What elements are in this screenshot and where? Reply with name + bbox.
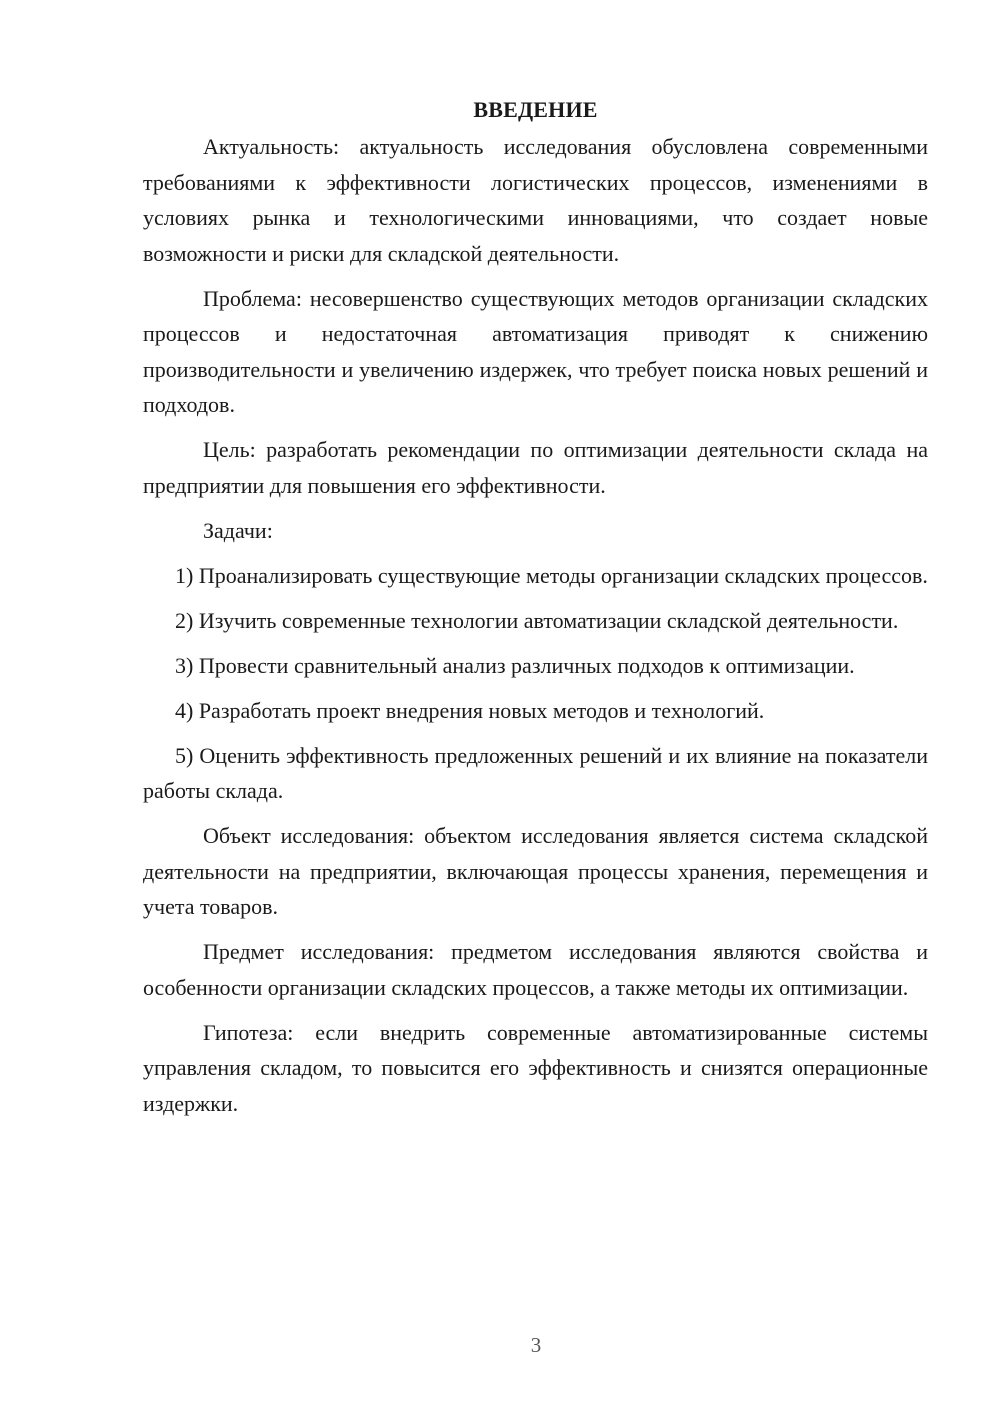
paragraph-subject: Предмет исследования: предметом исследования являются свойства и особенности организации складских процессов, а также методы их оптимизации.: [143, 939, 928, 1000]
paragraph-goal: Цель: разработать рекомендации по оптимизации деятельности склада на предприятии для повышения его эффективности.: [143, 437, 928, 498]
task-item-4: 4) Разработать проект внедрения новых методов и технологий.: [175, 697, 765, 723]
task-item-2: 2) Изучить современные технологии автоматизации складской деятельности.: [175, 607, 899, 633]
paragraph-tasks-label: Задачи:: [203, 517, 273, 543]
paragraph-object: Объект исследования: объектом исследования является система складской деятельности на предприятии, включающая процессы хранения, перемещения и учета товаров.: [143, 823, 928, 919]
section-heading: ВВЕДЕНИЕ: [473, 97, 598, 122]
paragraph-problem: Проблема: несовершенство существующих методов организации складских процессов и недостаточная автоматизация приводят к снижению производительности и увеличению издержек, что требует поиска новых решений и подходов.: [143, 285, 928, 417]
paragraph-relevance: Актуальность: актуальность исследования обусловлена современными требованиями к эффективности логистических процессов, изменениями в условиях рынка и технологическими инновациями, что создает новые возможности и риски для складской деятельности.: [143, 134, 928, 266]
document-page: [143, 92, 928, 1131]
task-item-1: 1) Проанализировать существующие методы организации складских процессов.: [175, 562, 928, 588]
task-item-3: 3) Провести сравнительный анализ различных подходов к оптимизации.: [175, 652, 855, 678]
paragraph-hypothesis: Гипотеза: если внедрить современные автоматизированные системы управления складом, то повысится его эффективность и снизятся операционные издержки.: [143, 1019, 928, 1116]
task-item-5: 5) Оценить эффективность предложенных решений и их влияние на показатели работы склада.: [143, 742, 928, 803]
page-number: 3: [530, 1333, 542, 1357]
